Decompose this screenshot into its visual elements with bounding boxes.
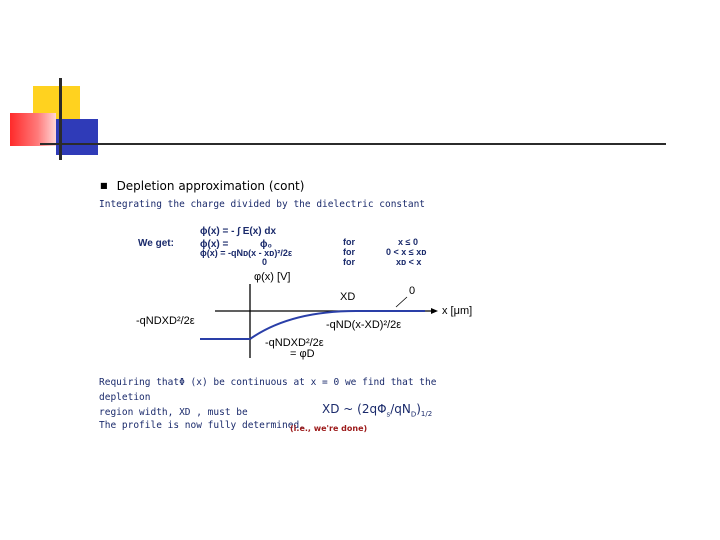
bullet-text: Depletion approximation (cont) <box>116 179 305 193</box>
for-label-1: for <box>343 237 355 247</box>
for-label-3: for <box>343 257 355 267</box>
depletion-width-formula <box>322 402 432 418</box>
formula-main: XD ~ (2qΦ <box>322 402 387 416</box>
formula-end: ) <box>416 402 421 416</box>
requiring-line-1: Requiring thatΦ (x) be continuous at x = 0 we find that the depletion <box>99 377 437 403</box>
formula-sub-s: s <box>386 410 391 419</box>
formula-mid: /qN <box>390 402 411 416</box>
title-divider-line <box>40 143 666 145</box>
zero-pointer-line <box>396 297 407 307</box>
we-get-label: We get: <box>138 238 174 249</box>
xd-label: XD <box>340 291 356 303</box>
condition-1: x ≤ 0 <box>398 237 418 247</box>
phi-d-label: = φD <box>290 348 315 360</box>
profile-statement: The profile is now fully determined. <box>99 420 305 431</box>
intro-text: Integrating the charge divided by the dielectric constant <box>99 199 426 210</box>
formula-sub-d: D <box>410 410 417 419</box>
phi-axis-label: φ(x) [V] <box>254 271 291 283</box>
equation-zero: 0 <box>262 257 268 267</box>
bullet-icon: ■ <box>100 181 108 190</box>
left-potential-label: -qNDXD²/2ε <box>136 315 195 327</box>
decorative-vertical-line <box>59 78 62 160</box>
x-axis-arrow-icon <box>431 308 438 314</box>
bottom-potential-label: -qNDXD²/2ε <box>265 337 324 349</box>
curve-potential-label: -qND(x-XD)²/2ε <box>326 319 402 331</box>
condition-2: 0 < x ≤ xᴅ <box>386 247 427 257</box>
requiring-line-2: region width, XD , must be <box>99 407 248 418</box>
formula-exponent: 1/2 <box>420 410 433 418</box>
condition-3: xᴅ < x <box>396 257 422 267</box>
equation-phi-label: ϕ(x) = <box>200 239 229 250</box>
for-label-2: for <box>343 247 355 257</box>
equation-integral: ϕ(x) = - ∫ E(x) dx <box>200 226 277 237</box>
potential-profile-figure <box>130 220 500 360</box>
done-note: (i.e., we're done) <box>290 424 368 433</box>
decorative-red-block <box>10 113 56 146</box>
equation-phi0: ϕ₀ <box>260 239 273 250</box>
x-axis-label: x [μm] <box>442 305 473 317</box>
bullet-point <box>100 179 304 193</box>
decorative-blue-block <box>56 119 98 155</box>
equation-quadratic: ϕ(x) = -qNᴅ(x - xᴅ)²/2ε <box>200 248 293 258</box>
zero-label: 0 <box>409 285 416 297</box>
